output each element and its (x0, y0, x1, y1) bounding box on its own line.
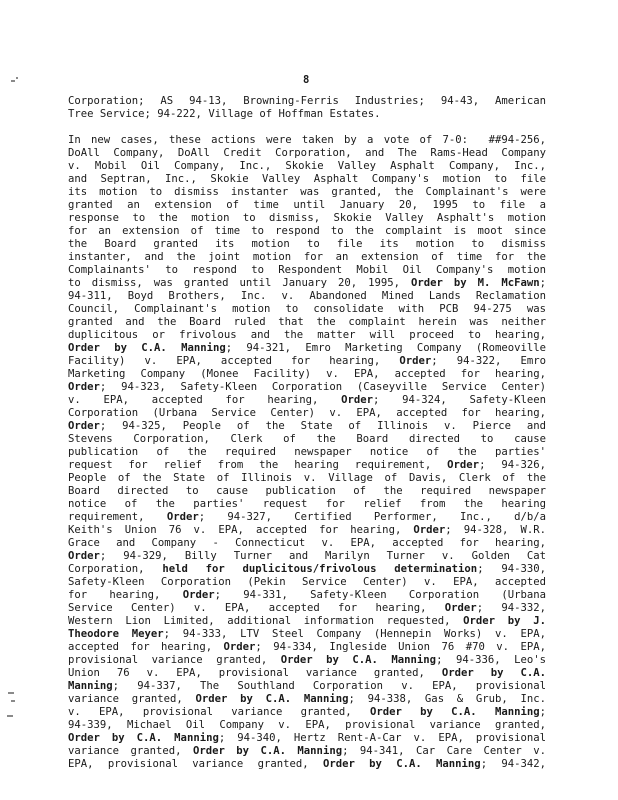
scan-speck (7, 715, 13, 717)
text-run: ; 94-323, Safety-Kleen Corporation (Caseyville Service Center) (99, 381, 546, 393)
bold-text: Order (341, 394, 373, 406)
text-line (68, 628, 546, 641)
text-line (68, 212, 546, 225)
text-line (68, 316, 546, 329)
text-run: Corporation; AS 94-13, Browning-Ferris Industries; 94-43, American (68, 95, 546, 107)
text-line (68, 160, 546, 173)
text-line (68, 225, 546, 238)
text-run: People of the State of Illinois v. Village of Davis, Clerk of the (68, 472, 546, 484)
text-run: Corporation (Urbana Service Center) v. EPA, accepted for hearing, (68, 407, 546, 419)
text-line (68, 472, 546, 485)
text-line (68, 511, 546, 524)
text-run: ; 94-328, W.R. (445, 524, 546, 536)
text-line (68, 355, 546, 368)
text-run: request for relief from the hearing requirement, (68, 459, 448, 471)
bold-text: Order (182, 589, 215, 601)
bold-text: Order by C.A. Manning (68, 342, 226, 354)
bold-text: Order by C.A. Manning (369, 706, 540, 718)
text-line (68, 264, 546, 277)
text-run: ; 94-336, Leo's (436, 654, 546, 666)
text-line (68, 485, 546, 498)
text-run: v. Mobil Oil Company, Inc., Skokie Valley Asphalt Company, Inc., (68, 160, 546, 172)
text-line (68, 589, 546, 602)
text-run: and Septran, Inc., Skokie Valley Asphalt Company's motion to file (68, 173, 546, 185)
text-line (68, 290, 546, 303)
text-run: provisional variance granted, (68, 654, 281, 666)
bold-text: Order by J. (463, 615, 546, 627)
text-line (68, 329, 546, 342)
text-run: ; (539, 277, 546, 289)
text-line (68, 342, 546, 355)
text-run: ; 94-332, (476, 602, 546, 614)
text-run: ; 94-341, Car Care Center v. (342, 745, 546, 757)
text-line (68, 563, 546, 576)
bold-text: Order (223, 641, 256, 653)
text-run: v. EPA, provisional variance granted, (68, 706, 370, 718)
text-line (68, 498, 546, 511)
bold-text: Order by C.A. Manning (322, 758, 481, 770)
text-run: Facility) v. EPA, accepted for hearing, (68, 355, 400, 367)
bold-text: Order (68, 381, 100, 393)
text-line (68, 381, 546, 394)
bold-text: Order by C.A. (441, 667, 546, 679)
text-run: requirement, (68, 511, 167, 523)
text-run: ; (539, 706, 546, 718)
bold-text: Order (68, 420, 100, 432)
text-line (68, 602, 546, 615)
bold-text: Order (166, 511, 199, 523)
text-run: ; 94-334, Ingleside Union 76 #70 v. EPA, (255, 641, 546, 653)
text-line (68, 394, 546, 407)
text-run: ; 94-330, (477, 563, 546, 575)
text-run: ; 94-333, LTV Steel Company (Hennepin Works) v. EPA, (163, 628, 546, 640)
text-run: Safety-Kleen Corporation (Pekin Service Center) v. EPA, accepted (68, 576, 546, 588)
bold-text: Order by C.A. Manning (68, 732, 219, 744)
text-run: granted an extension of time until January 20, 1995 to file a (68, 199, 546, 211)
text-line (68, 238, 546, 251)
bold-text: Order (399, 355, 432, 367)
text-line (68, 446, 546, 459)
text-run: ; 94-342, (480, 758, 546, 770)
text-line (68, 368, 546, 381)
text-run: duplicitous or frivolous and the matter will proceed to hearing, (68, 329, 546, 341)
text-run: ; 94-322, Emro (431, 355, 546, 367)
text-line (68, 420, 546, 433)
text-line (68, 706, 546, 719)
bold-text: Order (447, 459, 480, 471)
text-line (68, 680, 546, 693)
text-line (68, 576, 546, 589)
text-line (68, 95, 546, 108)
text-run: for an extension of time to respond to the complaint is moot since (68, 225, 546, 237)
text-line (68, 719, 546, 732)
text-run: Western Lion Limited, additional information requested, (68, 615, 464, 627)
text-line (68, 758, 546, 771)
text-line (68, 186, 546, 199)
text-run: In new cases, these actions were taken by a vote of 7-0: ##94-256, (68, 134, 546, 146)
text-run: response to the motion to dismiss, Skokie Valley Asphalt's motion (68, 212, 546, 224)
bold-text: Order by M. McFawn (410, 277, 540, 289)
text-run: ; 94-337, The Southland Corporation v. EPA, provisional (112, 680, 546, 692)
scan-speck (16, 77, 18, 79)
text-line (68, 654, 546, 667)
text-run: accepted for hearing, (68, 641, 224, 653)
text-line (68, 134, 546, 147)
text-line (68, 199, 546, 212)
text-line (68, 147, 546, 160)
text-run: to dismiss, was granted until January 20, 1995, (68, 277, 411, 289)
text-line (68, 277, 546, 290)
text-run: Board directed to cause publication of the required newspaper (68, 485, 546, 497)
text-run: ; 94-329, Billy Turner and Marilyn Turner v. Golden Cat (99, 550, 546, 562)
text-line (68, 108, 546, 121)
text-line (68, 433, 546, 446)
text-run: Service Center) v. EPA, accepted for hearing, (68, 602, 445, 614)
text-line (68, 537, 546, 550)
bold-text: Order (444, 602, 477, 614)
text-line (68, 745, 546, 758)
text-run: its motion to dismiss instanter was granted, the Complainant's were (68, 186, 546, 198)
text-run: Council, Complainant's motion to consolidate with PCB 94-275 was (68, 303, 546, 315)
text-run: Tree Service; 94-222, Village of Hoffman Estates. (68, 108, 381, 120)
text-run: ; 94-327, Certified Performer, Inc., d/b/a (198, 511, 546, 523)
text-run: Grace and Company - Connecticut v. EPA, accepted for hearing, (68, 537, 546, 549)
text-line (68, 524, 546, 537)
text-run: DoAll Company, DoAll Credit Corporation, and The Rams-Head Company (68, 147, 546, 159)
text-line (68, 641, 546, 654)
text-run: for hearing, (68, 589, 183, 601)
scan-speck (8, 692, 14, 694)
text-line (68, 667, 546, 680)
bold-text: held for duplicitous/frivolous determination (162, 563, 478, 575)
text-run: notice of the parties' request for relief from the hearing (68, 498, 546, 510)
text-run: Union 76 v. EPA, provisional variance granted, (68, 667, 442, 679)
text-line (68, 173, 546, 186)
text-line (68, 407, 546, 420)
text-run: ; 94-338, Gas & Grub, Inc. (348, 693, 546, 705)
text-run: ; 94-331, Safety-Kleen Corporation (Urbana (214, 589, 546, 601)
bold-text: Order by C.A. Manning (192, 745, 343, 757)
text-line (68, 693, 546, 706)
text-run: Corporation, (68, 563, 163, 575)
text-run: granted and the Board ruled that the complaint herein was neither (68, 316, 546, 328)
text-run: ; 94-325, People of the State of Illinois v. Pierce and (99, 420, 546, 432)
scan-speck (11, 700, 15, 702)
text-run: ; 94-340, Hertz Rent-A-Car v. EPA, provisional (218, 732, 546, 744)
text-line (68, 615, 546, 628)
bold-text: Theodore Meyer (68, 628, 164, 640)
text-run: ; 94-321, Emro Marketing Company (Romeoville (225, 342, 546, 354)
bold-text: Order (68, 550, 100, 562)
text-run: publication of the required newspaper notice of the parties' (68, 446, 546, 458)
page-number: 8 (303, 74, 310, 86)
text-run: the Board granted its motion to file its motion to dismiss (68, 238, 546, 250)
text-run: variance granted, (68, 693, 196, 705)
text-line (68, 550, 546, 563)
scan-speck (11, 80, 15, 82)
text-run: Marketing Company (Monee Facility) v. EPA, accepted for hearing, (68, 368, 546, 380)
text-run: 94-339, Michael Oil Company v. EPA, provisional variance granted, (68, 719, 546, 731)
text-run: Stevens Corporation, Clerk of the Board directed to cause (68, 433, 546, 445)
bold-text: Order by C.A. Manning (195, 693, 349, 705)
bold-text: Order by C.A. Manning (280, 654, 437, 666)
text-run: Keith's Union 76 v. EPA, accepted for hearing, (68, 524, 414, 536)
text-run: EPA, provisional variance granted, (68, 758, 323, 770)
bold-text: Order (413, 524, 446, 536)
text-line (68, 121, 546, 134)
text-line (68, 303, 546, 316)
text-run: variance granted, (68, 745, 193, 757)
text-run: 94-311, Boyd Brothers, Inc. v. Abandoned Mined Lands Reclamation (68, 290, 546, 302)
text-run: instanter, and the joint motion for an extension of time for the (68, 251, 546, 263)
text-run: v. EPA, accepted for hearing, (68, 394, 342, 406)
text-run: ; 94-324, Safety-Kleen (372, 394, 546, 406)
bold-text: Manning (68, 680, 113, 692)
text-line (68, 732, 546, 745)
text-line (68, 459, 546, 472)
text-run: Complainants' to respond to Respondent Mobil Oil Company's motion (68, 264, 546, 276)
text-line (68, 251, 546, 264)
text-run: ; 94-326, (479, 459, 546, 471)
